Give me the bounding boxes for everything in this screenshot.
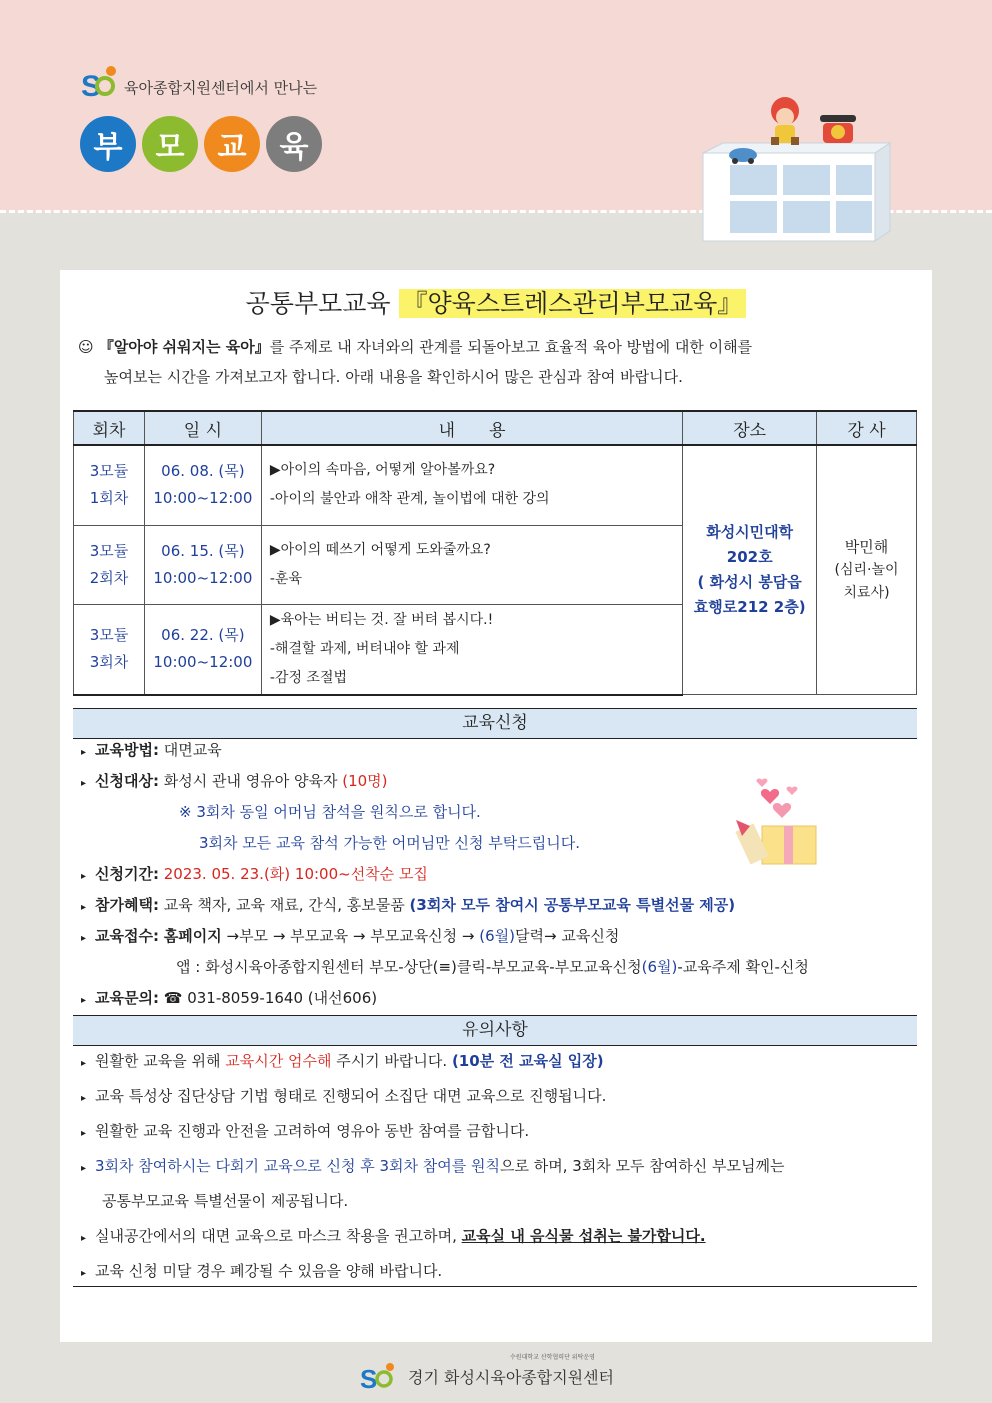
list-item: ▸ 교육접수: 홈페이지 →부모 → 부모교육 → 부모교육신청 → (6월)달력→ 교육신청: [81, 927, 620, 945]
footer-logo-icon: [360, 1360, 402, 1392]
place-cell: [683, 445, 817, 695]
footer-operator: 수원대학교 산학협력단 위탁운영: [510, 1354, 595, 1361]
svg-text:S: S: [81, 70, 102, 102]
period-value: 2023. 05. 23.(화) 10:00~선착순 모집: [163, 865, 428, 883]
intro-line-1: [78, 332, 918, 362]
session-cell: [74, 525, 145, 604]
content-line: -아이의 불안과 애착 관계, 놀이법에 대한 강의: [269, 491, 550, 508]
app-path: 앱 : 화성시육아종합지원센터 부모-상단(≡)클릭-부모교육-부모교육신청: [176, 958, 642, 976]
intro-paragraph: [78, 332, 918, 392]
content-cell: [261, 525, 682, 604]
lecturer-name: 박민해: [844, 537, 889, 556]
app-reception-line: [73, 952, 917, 983]
schedule-header-row: [74, 411, 917, 445]
notice-text: 원활한 교육을 위해: [95, 1052, 226, 1070]
notice-emphasis: 교육시간 엄수해: [225, 1052, 332, 1070]
parent-education-title: [80, 116, 322, 172]
session-time: 10:00~12:00: [153, 653, 253, 671]
session-date: 06. 22. (목): [161, 626, 245, 644]
reception-path: →부모 → 부모교육 → 부모교육신청 →: [226, 927, 475, 945]
notice-text: 교육 신청 미달 경우 폐강될 수 있음을 양해 바랍니다.: [95, 1262, 443, 1280]
target-value: 화성시 관내 영유아 양육자: [163, 772, 338, 790]
benefit-extra: (3회차 모두 참여시 공통부모교육 특별선물 제공): [409, 896, 736, 914]
list-item: ▸ 신청대상: 화성시 관내 영유아 양육자 (10명): [81, 772, 388, 790]
col-header-session: 회차: [74, 411, 145, 445]
app-path-end: -교육주제 확인-신청: [677, 958, 809, 976]
session-cell: [74, 604, 145, 695]
lecturer-cell: [817, 445, 917, 695]
session-number: 3회차: [89, 653, 129, 671]
content-line: -훈육: [269, 570, 302, 587]
header-tagline: 육아종합지원센터에서 만나는: [124, 78, 318, 97]
footer-center-name: 경기 화성시육아종합지원센터: [408, 1368, 615, 1387]
datetime-cell: [144, 445, 261, 525]
notice-text: 원활한 교육 진행과 안전을 고려하여 영유아 동반 참여를 금합니다.: [95, 1122, 530, 1140]
intro-line-2: 높여보는 시간을 가져보고자 합니다. 아래 내용을 확인하시어 많은 관심과 참여 바랍니다.: [104, 368, 683, 386]
col-header-place: 장소: [683, 411, 817, 445]
target-label: 신청대상:: [95, 772, 159, 790]
title-highlight: 『양육스트레스관리부모교육』: [399, 289, 747, 318]
col-header-datetime: 일 시: [144, 411, 261, 445]
datetime-cell: [144, 604, 261, 695]
list-item: ▸ 교육 특성상 집단상담 기법 형태로 진행되어 소집단 대면 교육으로 진행됩니다.: [81, 1087, 607, 1105]
content-line: ▶아이의 떼쓰기 어떻게 도와줄까요?: [269, 541, 491, 558]
session-number: 2회차: [89, 568, 129, 587]
place-line: 효행로212 2층): [693, 598, 806, 616]
session-module: 3모듈: [89, 462, 129, 481]
list-item: ▸ 실내공간에서의 대면 교육으로 마스크 착용을 권고하며, 교육실 내 음식물 섭취는 불가합니다.: [81, 1227, 706, 1245]
method-value: 대면교육: [163, 741, 222, 759]
schedule-table: [73, 410, 917, 696]
contact-label: 교육문의:: [95, 989, 159, 1007]
list-item: ▸ 신청기간: 2023. 05. 23.(화) 10:00~선착순 모집: [81, 865, 428, 883]
session-time: 10:00~12:00: [153, 489, 253, 508]
intro-line-1-rest: 를 주제로 내 자녀와의 관계를 되돌아보고 효율적 육아 방법에 대한 이해를: [269, 338, 753, 356]
footer-logo: [360, 1352, 640, 1392]
note-line: 3회차 모든 교육 참석 가능한 어머님만 신청 부탁드립니다.: [199, 834, 580, 852]
session-time: 10:00~12:00: [153, 568, 253, 587]
svg-text:S: S: [360, 1364, 378, 1392]
content-line: -감정 조절법: [269, 669, 347, 686]
notice-underlined: 교육실 내 음식물 섭취는 불가합니다.: [461, 1227, 706, 1245]
col-header-content: 내 용: [261, 411, 682, 445]
session-date: 06. 08. (목): [161, 462, 245, 481]
reception-label: 교육접수:: [95, 927, 159, 945]
title-prefix: 공통부모교육: [245, 289, 391, 318]
title-circle-2: 모: [142, 116, 198, 172]
gift-box-illustration: [732, 778, 824, 870]
lecturer-role: (심리·놀이: [834, 561, 899, 578]
col-header-lecturer: 강 사: [817, 411, 917, 445]
content-cell: [261, 604, 682, 695]
target-count: (10명): [342, 772, 388, 790]
session-module: 3모듈: [89, 541, 129, 560]
notice-text: 주시기 바랍니다.: [331, 1052, 452, 1070]
center-logo: [80, 62, 317, 102]
content-cell: [261, 445, 682, 525]
list-item: ▸ 원활한 교육 진행과 안전을 고려하여 영유아 동반 참여를 금합니다.: [81, 1122, 530, 1140]
benefit-value: 교육 책자, 교육 재료, 간식, 홍보물품: [163, 896, 405, 914]
title-circle-3: 교: [204, 116, 260, 172]
session-number: 1회차: [89, 489, 129, 508]
reception-homepage: 홈페이지: [163, 927, 222, 945]
notice-emphasis: 3회차 참여하시는 다회기 교육으로 신청 후 3회차 참여를 원칙: [95, 1157, 500, 1175]
note-line: ※ 3회차 동일 어머님 참석을 원칙으로 합니다.: [179, 803, 481, 821]
session-cell: [74, 445, 145, 525]
list-item: ▸ 교육문의: ☎ 031-8059-1640 (내선606): [81, 989, 378, 1007]
list-item: ▸ 교육 신청 미달 경우 폐강될 수 있음을 양해 바랍니다.: [81, 1262, 443, 1280]
place-line: 202호: [726, 548, 773, 566]
content-line: ▶육아는 버티는 것. 잘 버텨 봅시다.!: [269, 611, 494, 628]
session-module: 3모듈: [89, 626, 129, 644]
center-logo-icon: [80, 62, 120, 102]
contact-phone: ☎ 031-8059-1640 (내선606): [163, 989, 378, 1007]
notice-text: 실내공간에서의 대면 교육으로 마스크 착용을 권고하며,: [95, 1227, 462, 1245]
apply-section-title: 교육신청: [73, 708, 917, 739]
page-title: [60, 284, 932, 320]
reception-path-end: 달력→ 교육신청: [515, 927, 620, 945]
reception-month: (6월): [479, 927, 516, 945]
lecturer-role: 치료사): [843, 584, 890, 601]
list-item: ▸ 3회차 참여하시는 다회기 교육으로 신청 후 3회차 참여를 원칙으로 하며, 3회차 모두 참여하신 부모님께는: [81, 1157, 785, 1175]
benefit-label: 참가혜택:: [95, 896, 159, 914]
title-circle-1: 부: [80, 116, 136, 172]
notice-continuation: 공통부모교육 특별선물이 제공됩니다.: [102, 1192, 349, 1210]
title-circle-4: 육: [266, 116, 322, 172]
notice-paper: [60, 270, 932, 1342]
period-label: 신청기간:: [95, 865, 159, 883]
app-month: (6월): [641, 958, 678, 976]
notice-list: [73, 1044, 917, 1289]
list-item: ▸ 원활한 교육을 위해 교육시간 엄수해 주시기 바랍니다. (10분 전 교육실 입장): [81, 1052, 604, 1070]
list-item: ▸ 교육방법: 대면교육: [81, 741, 222, 759]
notice-text: 으로 하며, 3회차 모두 참여하신 부모님께는: [500, 1157, 785, 1175]
place-line: 화성시민대학: [706, 523, 794, 541]
session-date: 06. 15. (목): [161, 541, 245, 560]
notice-entry-time: (10분 전 교육실 입장): [451, 1052, 604, 1070]
intro-theme: ☺ 『알아야 쉬워지는 육아』: [78, 338, 270, 356]
list-item: ▸ 참가혜택: 교육 책자, 교육 재료, 간식, 홍보물품 (3회차 모두 참여시 공통부모교육 특별선물 제공): [81, 896, 736, 914]
apply-list: [73, 735, 917, 1014]
table-row: [74, 445, 917, 525]
content-line: -해결할 과제, 버텨내야 할 과제: [269, 640, 460, 657]
method-label: 교육방법:: [95, 741, 159, 759]
datetime-cell: [144, 525, 261, 604]
notice-section-title: 유의사항: [73, 1015, 917, 1046]
notice-text: 교육 특성상 집단상담 기법 형태로 진행되어 소집단 대면 교육으로 진행됩니다.: [95, 1087, 607, 1105]
content-line: ▶아이의 속마음, 어떻게 알아볼까요?: [269, 462, 496, 479]
place-line: ( 화성시 봉담읍: [697, 573, 802, 591]
section-end-divider: [73, 1286, 917, 1287]
toy-shelf-illustration: [695, 95, 895, 245]
